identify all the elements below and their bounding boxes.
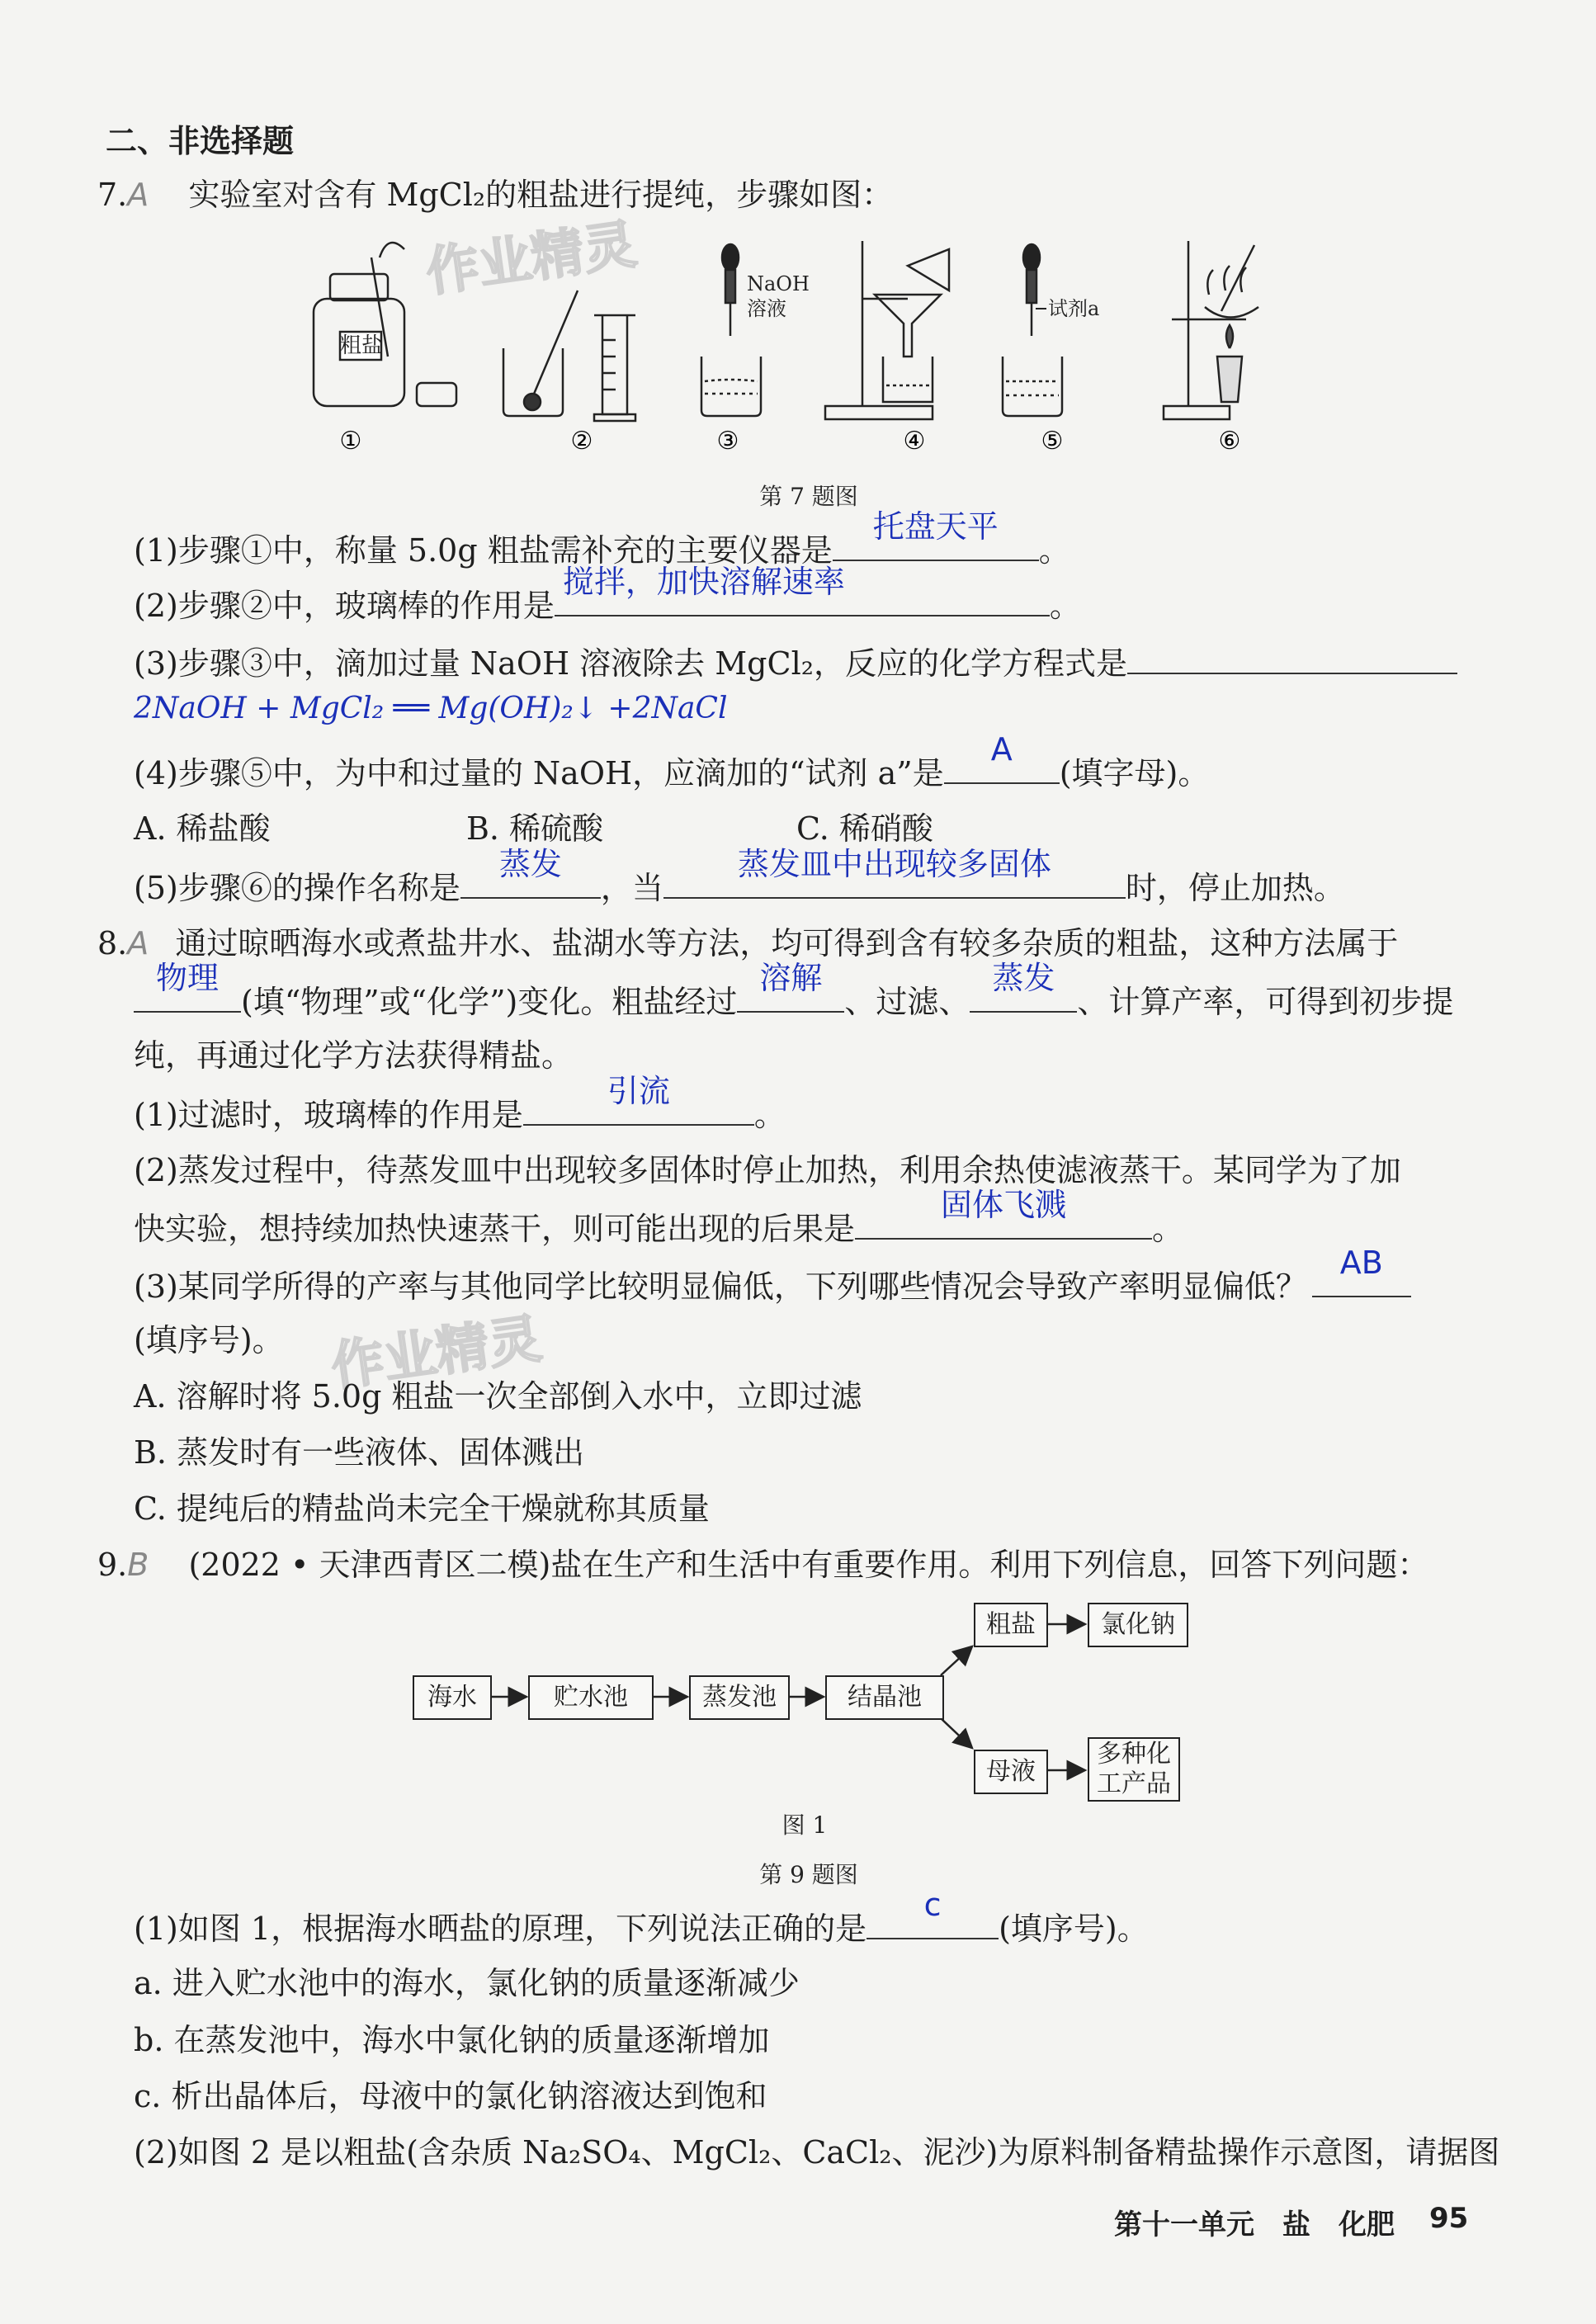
q9-part2: (2)如图 2 是以粗盐(含杂质 Na₂SO₄、MgCl₂、CaCl₂、泥沙)为原料制备精盐操作示意图，请据图 (134, 2134, 1500, 2170)
naoh-label: NaOH (747, 272, 810, 295)
q9-option-a: a. 进入贮水池中的海水，氯化钠的质量逐渐减少 (134, 1965, 800, 2001)
q7-part4-answer: A (990, 731, 1013, 768)
q8-part3-answer: AB (1339, 1245, 1383, 1281)
watermark-2: 作业精灵 (327, 1308, 545, 1399)
q7-part3-answer: 2NaOH + MgCl₂ ══ Mg(OH)₂↓ +2NaCl (134, 692, 728, 725)
q7-part3: (3)步骤③中，滴加过量 NaOH 溶液除去 MgCl₂，反应的化学方程式是 (134, 640, 1457, 685)
flow-mother-liquor: 母液 (974, 1750, 1048, 1794)
q9-level: B (127, 1547, 149, 1583)
q7-part5: (5)步骤⑥的操作名称是 蒸发 ，当 蒸发皿中出现较多固体 时，停止加热。 (134, 864, 1345, 909)
q7-part1: (1)步骤①中，称量 5.0g 粗盐需补充的主要仪器是 托盘天平 。 (134, 527, 1070, 572)
q8-part1-answer: 引流 (607, 1073, 670, 1109)
q7-part4: (4)步骤⑤中，为中和过量的 NaOH，应滴加的“试剂 a”是 A (填字母)。 (134, 749, 1209, 795)
q8-level: A (127, 925, 149, 961)
step-5-label: ⑤ (1041, 427, 1064, 456)
step-3-label: ③ (716, 427, 739, 456)
q8-answer1: 物理 (155, 960, 219, 996)
flow-crystallization-pool: 结晶池 (825, 1675, 944, 1720)
step-4-label: ④ (903, 427, 926, 456)
step-1-label: ① (339, 427, 362, 456)
q8-part1: (1)过滤时，玻璃棒的作用是 引流 。 (134, 1091, 786, 1136)
step-6-label: ⑥ (1218, 427, 1241, 456)
page-number: 95 (1429, 2202, 1469, 2235)
q9-part1-answer: c (923, 1887, 942, 1923)
naoh-solution-label: 溶液 (747, 297, 786, 320)
flow-seawater: 海水 (413, 1675, 492, 1720)
q9-option-b: b. 在蒸发池中，海水中氯化钠的质量逐渐增加 (134, 2022, 770, 2058)
q8-part3-line2: (填序号)。 (134, 1322, 284, 1358)
q7-figure-caption: 第 7 题图 (759, 483, 858, 510)
flow-crude-salt: 粗盐 (974, 1603, 1048, 1647)
q8-stem: 通过晾晒海水或煮盐井水、盐湖水等方法，均可得到含有较多杂质的粗盐，这种方法属于 (175, 925, 1399, 961)
flow-chemical-products: 多种化 工产品 (1088, 1737, 1180, 1802)
q9-figure1-label: 图 1 (781, 1811, 828, 1839)
q8-part2-line2: 快实验，想持续加热快速蒸干，则可能出现的后果是 固体飞溅 。 (134, 1205, 1183, 1250)
q8-part3: (3)某同学所得的产率与其他同学比较明显偏低，下列哪些情况会导致产率明显偏低？ AB (134, 1263, 1411, 1308)
q8-part2-answer: 固体飞溅 (941, 1187, 1067, 1223)
q7-part1-answer: 托盘天平 (872, 508, 999, 545)
q9-part1-blank[interactable] (866, 1887, 999, 1939)
q8-part2-line1: (2)蒸发过程中，待蒸发皿中出现较多固体时停止加热，利用余热使滤液蒸干。某同学为了加 (134, 1152, 1401, 1188)
flow-sodium-chloride: 氯化钠 (1088, 1603, 1188, 1647)
q8-option-c: C. 提纯后的精盐尚未完全干燥就称其质量 (134, 1490, 710, 1527)
watermark: 作业精灵 (422, 214, 640, 305)
q9-part1: (1)如图 1，根据海水晒盐的原理，下列说法正确的是 c (填序号)。 (134, 1905, 1149, 1950)
jar-label: 粗盐 (339, 333, 384, 358)
q7-level: A (127, 177, 149, 213)
section-title: 二、非选择题 (106, 123, 295, 159)
q7-part2-answer: 搅拌，加快溶解速率 (562, 564, 845, 600)
q7-part4-option-c: C. 稀硝酸 (796, 810, 933, 847)
q9-option-c: c. 析出晶体后，母液中的氯化钠溶液达到饱和 (134, 2078, 767, 2114)
footer-unit-title: 第十一单元 盐 化肥 (1114, 2208, 1395, 2241)
q9-figure-caption: 第 9 题图 (759, 1861, 858, 1888)
q7-stem: 实验室对含有 MgCl₂的粗盐进行提纯，步骤如图： (188, 177, 894, 213)
reagent-a-label: 试剂a (1048, 297, 1100, 320)
flow-evaporation-pool: 蒸发池 (689, 1675, 790, 1720)
q9-stem: (2022 • 天津西青区二模)盐在生产和生活中有重要作用。利用下列信息，回答下列问题： (188, 1547, 1429, 1583)
q7-part2: (2)步骤②中，玻璃棒的作用是 搅拌，加快溶解速率 。 (134, 582, 1081, 627)
step-2-label: ② (570, 427, 593, 456)
q8-option-b: B. 蒸发时有一些液体、固体溅出 (134, 1434, 585, 1471)
q8-line3: 纯，再通过化学方法获得精盐。 (134, 1037, 574, 1074)
q7-part4-option-a: A. 稀盐酸 (134, 810, 271, 847)
q8-option-a: A. 溶解时将 5.0g 粗盐一次全部倒入水中，立即过滤 (134, 1378, 862, 1415)
q7-part4-option-b: B. 稀硫酸 (466, 810, 604, 847)
q9-stem-line: 9.B (2022 • 天津西青区二模)盐在生产和生活中有重要作用。利用下列信息，回答下列问题： (97, 1547, 1429, 1583)
q7-part5-answer1: 蒸发 (498, 846, 562, 882)
q7-number: 7. (97, 177, 128, 213)
q8-answer3: 蒸发 (992, 960, 1055, 996)
q7-part5-answer2: 蒸发皿中出现较多固体 (737, 846, 1051, 882)
q8-stem-line: 8.A 通过晾晒海水或煮盐井水、盐湖水等方法，均可得到含有较多杂质的粗盐，这种方法属于 (97, 925, 1399, 961)
q8-line2: 物理 (填“物理”或“化学”)变化。粗盐经过 溶解 、过滤、 蒸发 、计算产率，可得到初步提 (134, 978, 1453, 1023)
q8-answer2: 溶解 (759, 960, 823, 996)
flow-storage-pool: 贮水池 (528, 1675, 654, 1720)
